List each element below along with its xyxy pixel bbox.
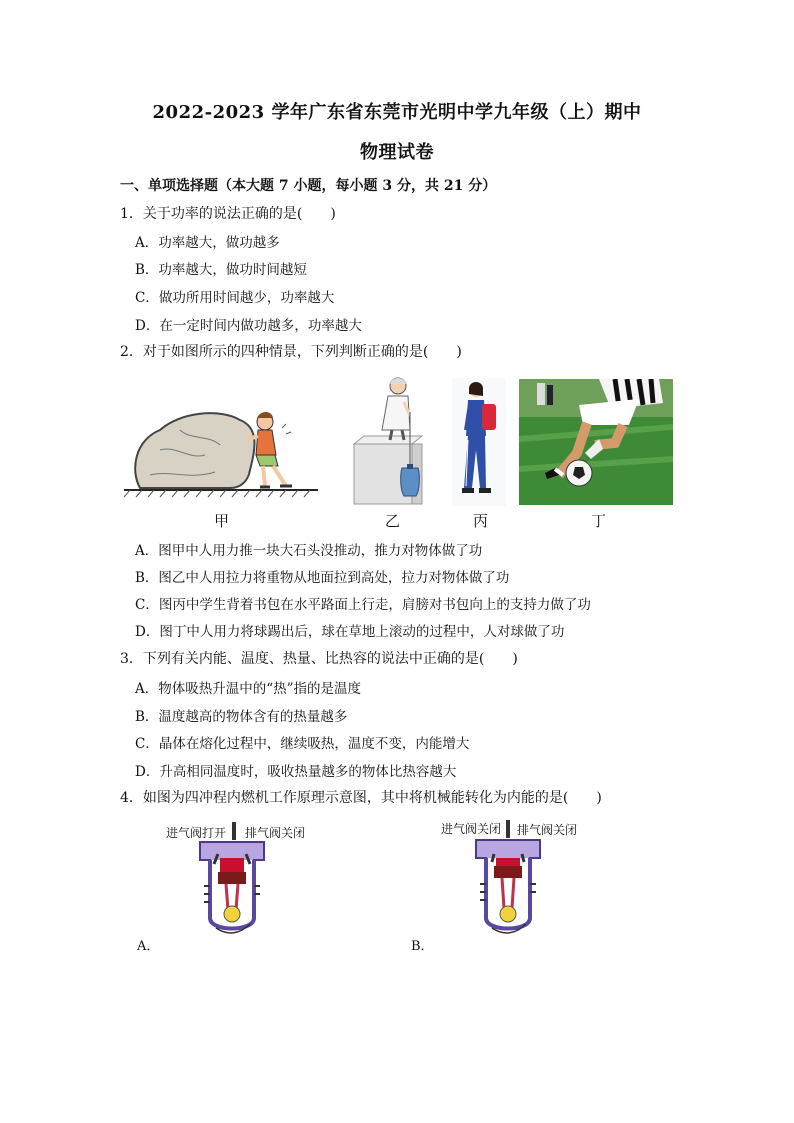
exam-title: 2022-2023 学年广东省东莞市光明中学九年级（上）期中 — [152, 102, 642, 123]
engine-diagram-a — [192, 820, 272, 942]
question-1-option-d: D．在一定时间内做功越多，功率越大 — [135, 318, 362, 334]
question-4-stem: 4．如图为四冲程内燃机工作原理示意图，其中将机械能转化为内能的是( ) — [120, 790, 602, 806]
engine-a-letter: A． — [137, 939, 160, 954]
question-1-option-c: C．做功所用时间越少，功率越大 — [135, 290, 335, 306]
engine-a-intake-label: 进气阀打开 — [166, 826, 227, 840]
exam-subtitle: 物理试卷 — [360, 142, 434, 163]
caption-ding: 丁 — [591, 512, 607, 530]
engine-b-intake-label: 进气阀关闭 — [441, 822, 502, 836]
engine-b-exhaust-label: 排气阀关闭 — [517, 823, 578, 837]
question-3-stem: 3．下列有关内能、温度、热量、比热容的说法中正确的是( ) — [120, 651, 518, 667]
figure-student-backpack — [452, 378, 506, 506]
question-1-option-b: B．功率越大，做功时间越短 — [135, 262, 307, 278]
question-2-option-a: A．图甲中人用力推一块大石头没推动，推力对物体做了功 — [135, 543, 483, 559]
caption-bing: 丙 — [473, 512, 489, 530]
question-1-option-a: A．功率越大，做功越多 — [135, 235, 280, 251]
question-3-option-b: B．温度越高的物体含有的热量越多 — [135, 709, 348, 725]
question-3-option-c: C．晶体在熔化过程中，继续吸热，温度不变，内能增大 — [135, 736, 470, 752]
figure-soccer-kick — [519, 379, 673, 505]
figure-push-rock — [120, 400, 320, 500]
question-3-option-a: A．物体吸热升温中的“热”指的是温度 — [135, 681, 362, 697]
engine-b-letter: B． — [411, 939, 434, 954]
engine-diagram-b — [468, 818, 548, 942]
question-2-stem: 2．对于如图所示的四种情景，下列判断正确的是( ) — [120, 344, 462, 360]
question-2-option-b: B．图乙中人用拉力将重物从地面拉到高处，拉力对物体做了功 — [135, 570, 510, 586]
question-2-option-d: D．图丁中人用力将球踢出后，球在草地上滚动的过程中，人对球做了功 — [135, 624, 565, 640]
caption-yi: 乙 — [385, 512, 401, 530]
figure-lift-weight — [352, 372, 432, 506]
engine-a-exhaust-label: 排气阀关闭 — [245, 826, 306, 840]
caption-jia: 甲 — [214, 512, 230, 530]
section-heading: 一、单项选择题（本大题 7 小题，每小题 3 分，共 21 分） — [120, 178, 497, 194]
question-1-stem: 1．关于功率的说法正确的是( ) — [120, 206, 336, 222]
question-3-option-d: D．升高相同温度时，吸收热量越多的物体比热容越大 — [135, 764, 457, 780]
question-2-option-c: C．图丙中学生背着书包在水平路面上行走，肩膀对书包向上的支持力做了功 — [135, 597, 591, 613]
